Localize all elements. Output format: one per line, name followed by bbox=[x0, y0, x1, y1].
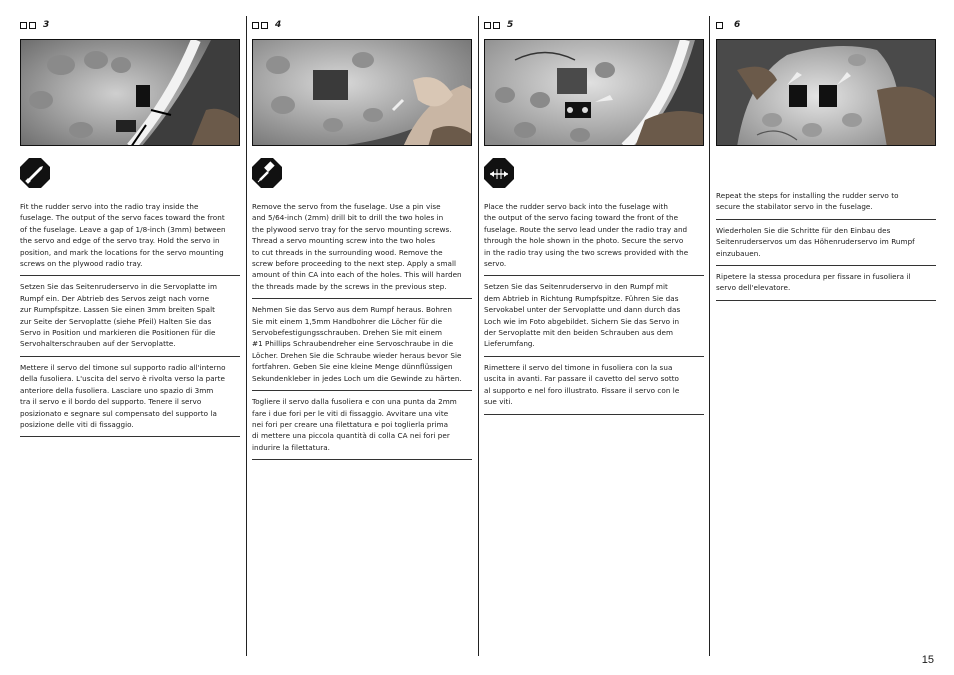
column-divider bbox=[709, 16, 710, 656]
step-number: 6 bbox=[734, 20, 741, 30]
page-number: 15 bbox=[921, 654, 934, 666]
screwdriver-icon bbox=[484, 158, 514, 188]
instructions-de: Wiederholen Sie die Schritte für den Einbau des Seitenruderservos um das Höhenruderservo im Rumpf einzubauen. bbox=[716, 225, 936, 266]
checkbox[interactable] bbox=[252, 22, 259, 29]
step-header bbox=[20, 18, 240, 32]
instructions-it: Rimettere il servo del timone in fusoliera con la sua uscita in avanti. Far passare il cavetto del servo sotto al supporto e nel foro illustrato. Fissare il servo con le sue viti. bbox=[484, 362, 704, 415]
instructions-it: Mettere il servo del timone sul supporto radio all'interno della fusoliera. L'uscita del servo è rivolta verso la parte anteriore della fusoliera. Lasciare uno spazio di 3mm tra il servo e il bordo del supporto. Tenere il servo posizionato e segnare sul compensato del supporto la posizione delle viti di fissaggio. bbox=[20, 362, 240, 437]
step-header bbox=[484, 18, 704, 32]
drill-icon bbox=[252, 158, 282, 188]
step-photo bbox=[716, 39, 936, 146]
step-3-column bbox=[20, 18, 240, 442]
instructions-en: Remove the servo from the fuselage. Use a pin vise and 5/64-inch (2mm) drill bit to drill the two holes in the plywood servo tray for the servo mounting screws. Thread a servo mounting screw into the two holes to cut threads in the surrounding wood. Remove the screw before proceeding to the next step. Apply a small amount of thin CA into each of the holes. This will harden the threads made by the screws in the previous step. bbox=[252, 201, 472, 299]
step-number: 4 bbox=[275, 20, 282, 30]
instructions-de: Nehmen Sie das Servo aus dem Rumpf heraus. Bohren Sie mit einem 1,5mm Handbohrer die Löcher für die Servobefestigungsschrauben. Drehen Sie mit einem #1 Phillips Schraubendreher eine Servoschraube in die Löcher. Drehen Sie die Schraube wieder heraus bevor Sie fortfahren. Geben Sie eine kleine Menge dünnflüssigen Sekundenkleber in jedes Loch um die Gewinde zu härten. bbox=[252, 304, 472, 391]
instructions-de: Setzen Sie das Seitenruderservo in die Servoplatte im Rumpf ein. Der Abtrieb des Servos zeigt nach vorne zur Rumpfspitze. Lassen Sie einen 3mm breiten Spalt zur Seite der Servoplatte (siehe Pfeil) Halten Sie das Servo in Position und markieren die Positionen für die Servohalterschrauben auf der Servoplatte. bbox=[20, 281, 240, 356]
instructions-en: Place the rudder servo back into the fuselage with the output of the servo facing toward the front of the fuselage. Route the servo lead under the radio tray and through the hole shown in the photo. Secure the servo in the radio tray using the two screws provided with the servo. bbox=[484, 201, 704, 276]
instructions-de: Setzen Sie das Seitenruderservo in den Rumpf mit dem Abtrieb in Richtung Rumpfspitze. Führen Sie das Servokabel unter der Servoplatte und dann durch das Loch wie im Foto abgebildet. Sichern Sie das Servo in der Servoplatte mit den beiden Schrauben aus dem Lieferumfang. bbox=[484, 281, 704, 356]
step-photo bbox=[20, 39, 240, 146]
step-5-column bbox=[484, 18, 704, 420]
step-number: 3 bbox=[43, 20, 50, 30]
checkbox[interactable] bbox=[261, 22, 268, 29]
step-photo bbox=[484, 39, 704, 146]
instructions-it: Ripetere la stessa procedura per fissare in fusoliera il servo dell'elevatore. bbox=[716, 271, 936, 301]
checkbox[interactable] bbox=[493, 22, 500, 29]
instructions-it: Togliere il servo dalla fusoliera e con una punta da 2mm fare i due fori per le viti di fissaggio. Avvitare una vite nei fori per creare una filettatura e poi toglierla prima di mettere una piccola quantità di colla CA nei fori per indurire la filettatura. bbox=[252, 396, 472, 460]
step-4-column bbox=[252, 18, 472, 465]
knife-icon bbox=[20, 158, 50, 188]
step-header bbox=[716, 18, 936, 32]
step-photo bbox=[252, 39, 472, 146]
checkbox[interactable] bbox=[29, 22, 36, 29]
instructions-en: Repeat the steps for installing the rudder servo to secure the stabilator servo in the fuselage. bbox=[716, 190, 936, 220]
checkbox[interactable] bbox=[20, 22, 27, 29]
column-divider bbox=[478, 16, 479, 656]
instructions-en: Fit the rudder servo into the radio tray inside the fuselage. The output of the servo faces toward the front of the fuselage. Leave a gap of 1/8-inch (3mm) between the servo and edge of the servo tray. Hold the servo in position, and mark the locations for the servo mounting screws on the plywood radio tray. bbox=[20, 201, 240, 276]
step-number: 5 bbox=[507, 20, 514, 30]
step-header bbox=[252, 18, 472, 32]
checkbox[interactable] bbox=[716, 22, 723, 29]
step-6-column bbox=[716, 18, 936, 306]
checkbox[interactable] bbox=[484, 22, 491, 29]
column-divider bbox=[246, 16, 247, 656]
